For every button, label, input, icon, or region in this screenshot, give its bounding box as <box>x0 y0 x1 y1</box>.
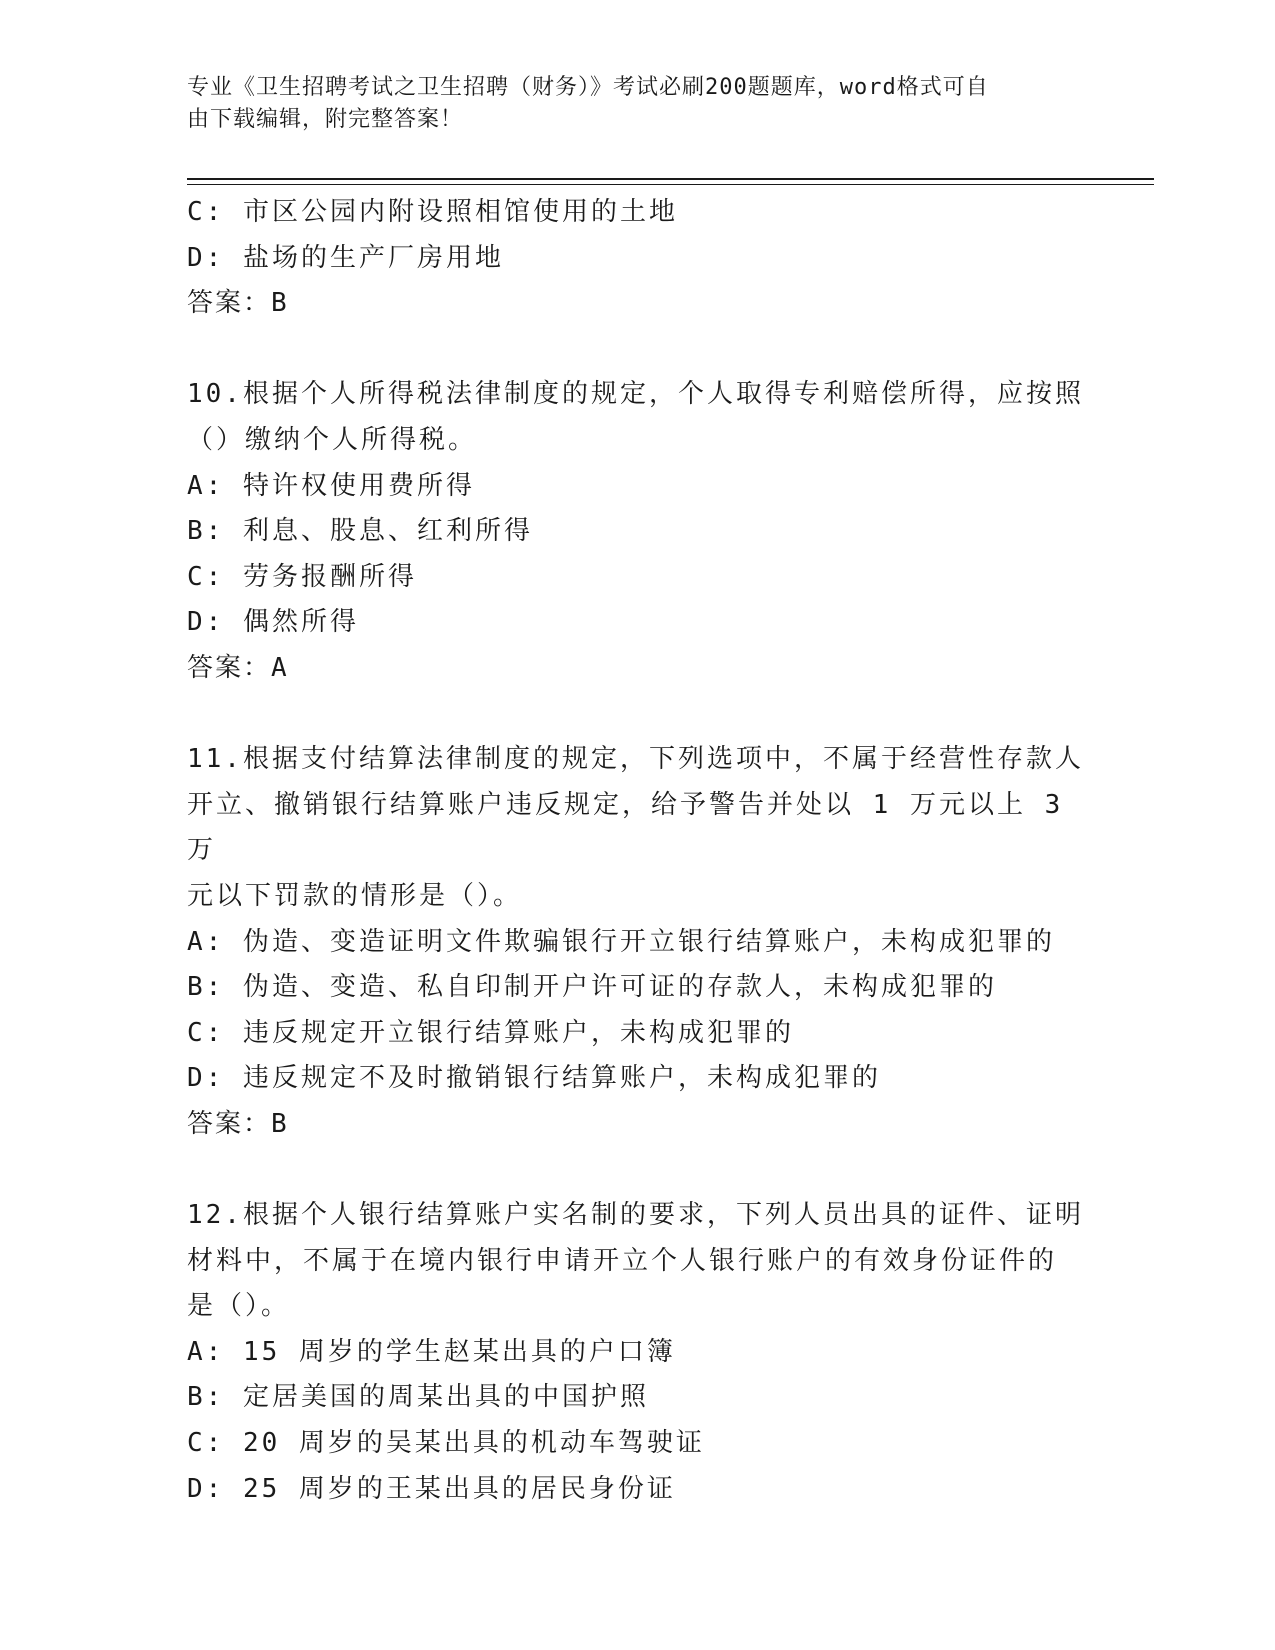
answer: 答案：A <box>187 652 289 683</box>
question-stem: 元以下罚款的情形是（）。 <box>187 880 523 911</box>
option-b: B: 定居美国的周某出具的中国护照 <box>187 1382 649 1413</box>
question-stem: 11.根据支付结算法律制度的规定，下列选项中，不属于经营性存款人 <box>187 744 1084 775</box>
option-d: D: 偶然所得 <box>187 607 359 638</box>
option-a: A: 15 周岁的学生赵某出具的户口簿 <box>187 1336 676 1367</box>
question-11 <box>187 737 1087 1147</box>
option-d: D: 盐场的生产厂房用地 <box>187 242 504 273</box>
answer: 答案：B <box>187 1108 289 1139</box>
header-divider-thin <box>187 184 1154 185</box>
answer: 答案：B <box>187 288 289 319</box>
question-10 <box>187 372 1087 691</box>
option-b: B: 伪造、变造、私自印制开户许可证的存款人，未构成犯罪的 <box>187 972 997 1003</box>
question-9 <box>187 190 1087 327</box>
option-c: C: 市区公园内附设照相馆使用的土地 <box>187 197 678 227</box>
option-c: C: 违反规定开立银行结算账户，未构成犯罪的 <box>187 1017 794 1048</box>
spacer <box>187 692 1087 738</box>
option-a: A: 特许权使用费所得 <box>187 470 475 501</box>
document-header <box>187 72 1067 136</box>
option-c: C: 20 周岁的吴某出具的机动车驾驶证 <box>187 1428 705 1459</box>
question-stem: （）缴纳个人所得税。 <box>187 424 478 455</box>
spacer <box>187 1147 1087 1193</box>
option-d: D: 25 周岁的王某出具的居民身份证 <box>187 1473 676 1504</box>
question-stem: 12.根据个人银行结算账户实名制的要求，下列人员出具的证件、证明 <box>187 1200 1084 1231</box>
question-stem: 是（）。 <box>187 1291 291 1322</box>
header-line-1: 专业《卫生招聘考试之卫生招聘（财务）》考试必刷200题题库，word格式可自 <box>187 75 989 100</box>
header-line-2: 由下载编辑，附完整答案！ <box>187 107 464 132</box>
header-divider-thick <box>187 178 1154 180</box>
question-stem: 材料中，不属于在境内银行申请开立个人银行账户的有效身份证件的 <box>187 1245 1058 1276</box>
option-c: C: 劳务报酬所得 <box>187 561 417 592</box>
option-a: A: 伪造、变造证明文件欺骗银行开立银行结算账户，未构成犯罪的 <box>187 926 1055 957</box>
option-d: D: 违反规定不及时撤销银行结算账户，未构成犯罪的 <box>187 1063 881 1094</box>
question-stem: 开立、撤销银行结算账户违反规定，给予警告并处以 1 万元以上 3 万 <box>187 789 1082 866</box>
question-12 <box>187 1193 1087 1512</box>
spacer <box>187 327 1087 373</box>
question-content <box>187 190 1087 1512</box>
option-b: B: 利息、股息、红利所得 <box>187 516 533 547</box>
question-stem: 10.根据个人所得税法律制度的规定，个人取得专利赔偿所得，应按照 <box>187 379 1084 410</box>
